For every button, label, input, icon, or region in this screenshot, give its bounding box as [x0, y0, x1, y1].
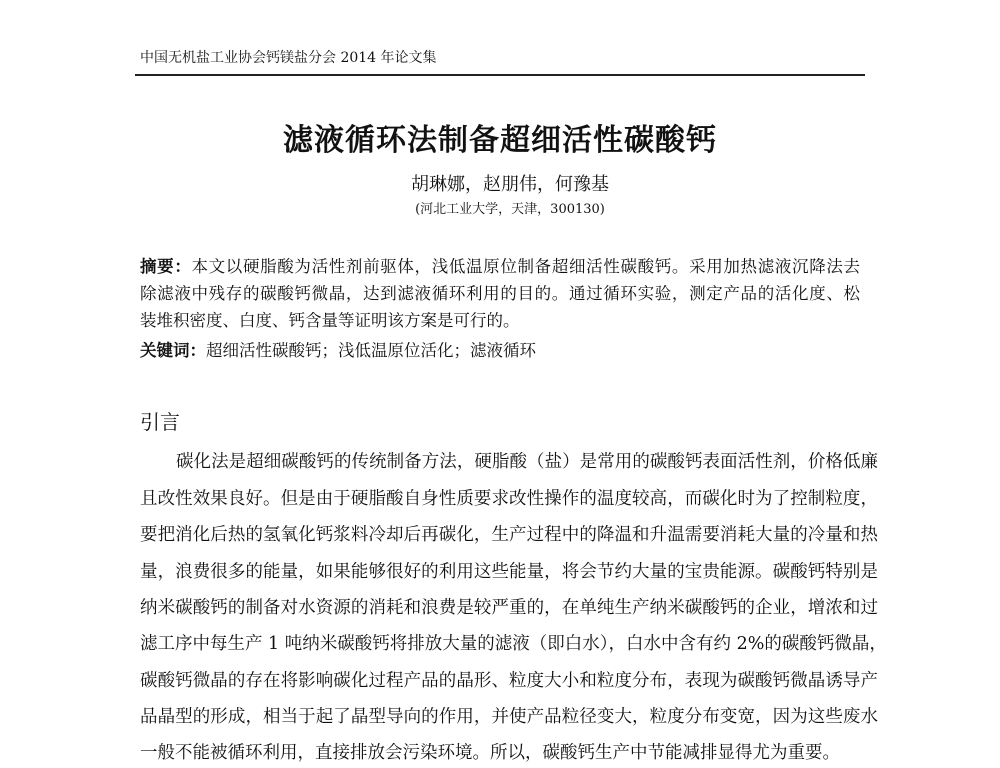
abstract-line: 除滤液中残存的碳酸钙微晶，达到滤液循环利用的目的。通过循环实验，测定产品的活化度、松 — [140, 284, 860, 303]
body-line: 量，浪费很多的能量，如果能够很好的利用这些能量，将会节约大量的宝贵能源。碳酸钙特别是 — [140, 562, 878, 582]
abstract-label: 摘要： — [140, 257, 192, 276]
header-rule — [135, 74, 865, 76]
abstract-line: 装堆积密度、白度、钙含量等证明该方案是可行的。 — [140, 311, 520, 330]
paper-title: 滤液循环法制备超细活性碳酸钙 — [283, 123, 717, 158]
body-line: 一般不能被循环利用，直接排放会污染环境。所以，碳酸钙生产中节能减排显得尤为重要。 — [140, 743, 840, 763]
keywords-line — [140, 337, 860, 361]
keywords-label: 关键词： — [140, 341, 206, 360]
running-header: 中国无机盐工业协会钙镁盐分会 2014 年论文集 — [140, 50, 437, 66]
abstract-text: 本文以硬脂酸为活性剂前驱体，浅低温原位制备超细活性碳酸钙。采用加热滤液沉降法去 — [191, 257, 861, 276]
section-heading: 引言 — [140, 410, 180, 434]
abstract-line — [140, 253, 860, 277]
body-line: 滤工序中每生产 1 吨纳米碳酸钙将排放大量的滤液（即白水），白水中含有约 2%的碳酸钙微晶， — [140, 634, 887, 654]
body-line: 碳化法是超细碳酸钙的传统制备方法，硬脂酸（盐）是常用的碳酸钙表面活性剂，价格低廉 — [176, 452, 878, 472]
body-line: 纳米碳酸钙的制备对水资源的消耗和浪费是较严重的，在单纯生产纳米碳酸钙的企业，增浓和过 — [140, 598, 878, 618]
body-line: 且改性效果良好。但是由于硬脂酸自身性质要求改性操作的温度较高，而碳化时为了控制粒度， — [140, 489, 878, 509]
authors: 胡琳娜，赵朋伟，何豫基 — [411, 174, 609, 195]
body-line: 碳酸钙微晶的存在将影响碳化过程产品的晶形、粒度大小和粒度分布，表现为碳酸钙微晶诱导产 — [140, 671, 878, 691]
affiliation: (河北工业大学，天津，300130) — [415, 202, 605, 217]
body-line: 品晶型的形成，相当于起了晶型导向的作用，并使产品粒径变大，粒度分布变宽，因为这些废水 — [140, 707, 878, 727]
body-line: 要把消化后热的氢氧化钙浆料冷却后再碳化，生产过程中的降温和升温需要消耗大量的冷量和热 — [140, 525, 878, 545]
keywords-text: 超细活性碳酸钙；浅低温原位活化；滤液循环 — [206, 341, 536, 360]
